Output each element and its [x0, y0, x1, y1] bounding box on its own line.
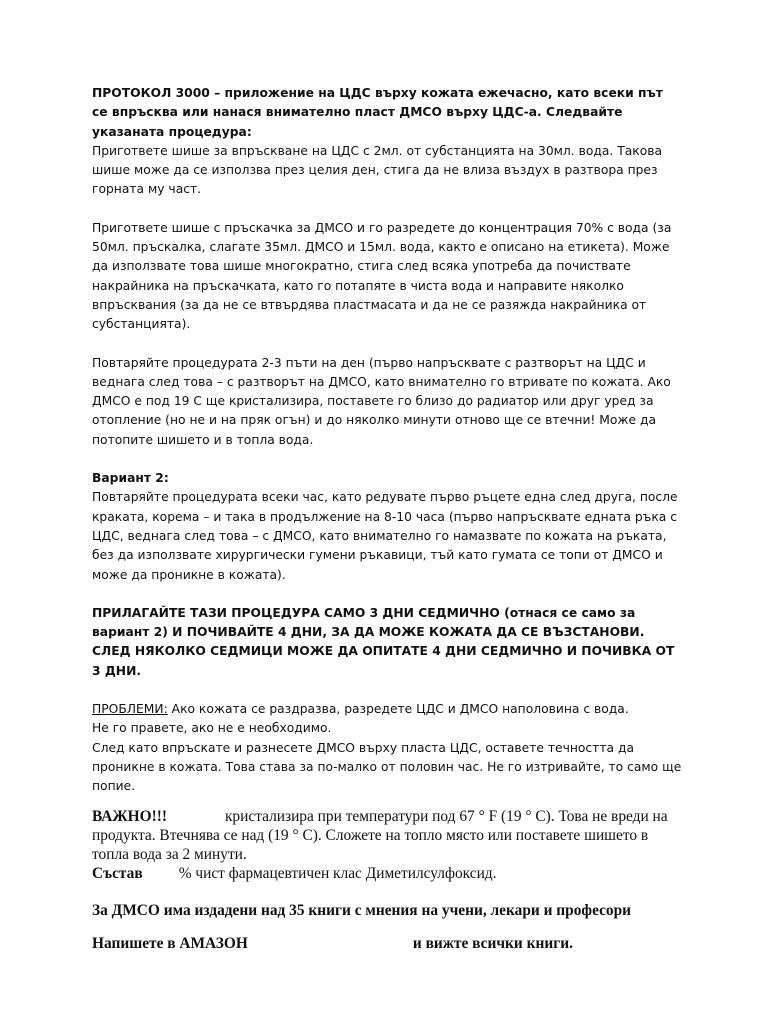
- composition-label: Състав: [92, 864, 143, 882]
- important-section: [92, 807, 682, 864]
- amazon-right: и вижте всички книги.: [412, 934, 573, 952]
- warning-paragraph: ПРИЛАГАЙТЕ ТАЗИ ПРОЦЕДУРА САМО 3 ДНИ СЕДМИЧНО (отнася се само за вариант 2) И ПОЧИВАЙТЕ 4 ДНИ, ЗА ДА МОЖЕ КОЖАТА ДА СЕ ВЪЗСТАНОВИ. СЛЕД НЯКОЛКО СЕДМИЦИ МОЖЕ ДА ОПИТАТЕ 4 ДНИ СЕДМИЧНО И ПОЧИВКА ОТ 3 ДНИ.: [92, 605, 675, 678]
- document-page: [92, 84, 682, 972]
- books-line: За ДМСО има издадени над 35 книги с мнения на учени, лекари и професори: [92, 901, 632, 919]
- important-label: ВАЖНО!!!: [92, 807, 167, 825]
- variant2-section: [92, 469, 682, 585]
- problems-section: [92, 700, 682, 796]
- dmso-spray-paragraph: Пригответе шише с пръскачка за ДМСО и го разредете до концентрация 70% с вода (за 50мл. пръскалка, слагате 35мл. ДМСО и 15мл. вода, както е описано на етикета). Може да използвате това шише многократно, стига след всяка употреба да почиствате накрайника на пръскачката, като го потапяте в чиста вода и направите няколко впръсквания (за да не се втвърдява пластмасата и да не се разяжда накрайника от субстанцията).: [92, 220, 672, 332]
- problems-label: ПРОБЛЕМИ:: [92, 702, 168, 717]
- variant2-text: Повтаряйте процедурата всеки час, като редувате първо ръцете една след друга, после краката, корема – и така в продължение на 8-10 часа (първо напръсквате едната ръка с ЦДС, веднага след това – с ДМСО, като внимателно го намазвате по кожата на ръката, без да използвате хирургически гумени ръкавици, тъй като гумата се топи от ДМСО и може да проникне в кожата).: [92, 490, 678, 582]
- problems-line2: Не го правете, ако не е необходимо.: [92, 721, 332, 736]
- protocol-section: [92, 84, 682, 200]
- composition-text: % чист фармацевтичен клас Диметилсулфоксид.: [178, 864, 497, 882]
- amazon-left: Напишете в АМАЗОН: [92, 934, 248, 952]
- composition-line: [92, 864, 682, 883]
- variant2-title: Вариант 2:: [92, 471, 169, 486]
- problems-line3: След като впръскате и разнесете ДМСО върху пласта ЦДС, оставете течността да проникне в кожата. Това става за по-малко от половин час. Не го изтривайте, то само ще попие.: [92, 740, 682, 794]
- protocol-text: Пригответе шише за впръскване на ЦДС с 2мл. от субстанцията на 30мл. вода. Такова шише може да се използва през целия ден, стига да не влиза въздух в разтвора през горната му част.: [92, 143, 663, 197]
- important-text: кристализира при температури под 67 ° F (19 ° C). Това не вреди на продукта. Втечнява се над (19 ° C). Сложете на топло място или поставете шишето в топла вода за 2 минути.: [92, 807, 668, 863]
- amazon-line: [92, 934, 682, 953]
- problems-line1: Ако кожата се раздразва, разредете ЦДС и ДМСО наполовина с вода.: [167, 702, 629, 717]
- repeat-paragraph: Повтаряйте процедурата 2-3 пъти на ден (първо напръсквате с разтворът на ЦДС и веднага след това – с разтворът на ДМСО, като внимателно го втривате по кожата. Ако ДМСО е под 19 С ще кристализира, поставете го близо до радиатор или друг уред за отопление (но не и на пряк огън) и до няколко минути отново ще се втечни! Може да потопите шишето и в топла вода.: [92, 355, 671, 447]
- protocol-heading: ПРОТОКОЛ 3000 – приложение на ЦДС върху кожата ежечасно, като всеки път се впръсква или нанася внимателно пласт ДМСО върху ЦДС-а. Следвайте указаната процедура:: [92, 86, 663, 139]
